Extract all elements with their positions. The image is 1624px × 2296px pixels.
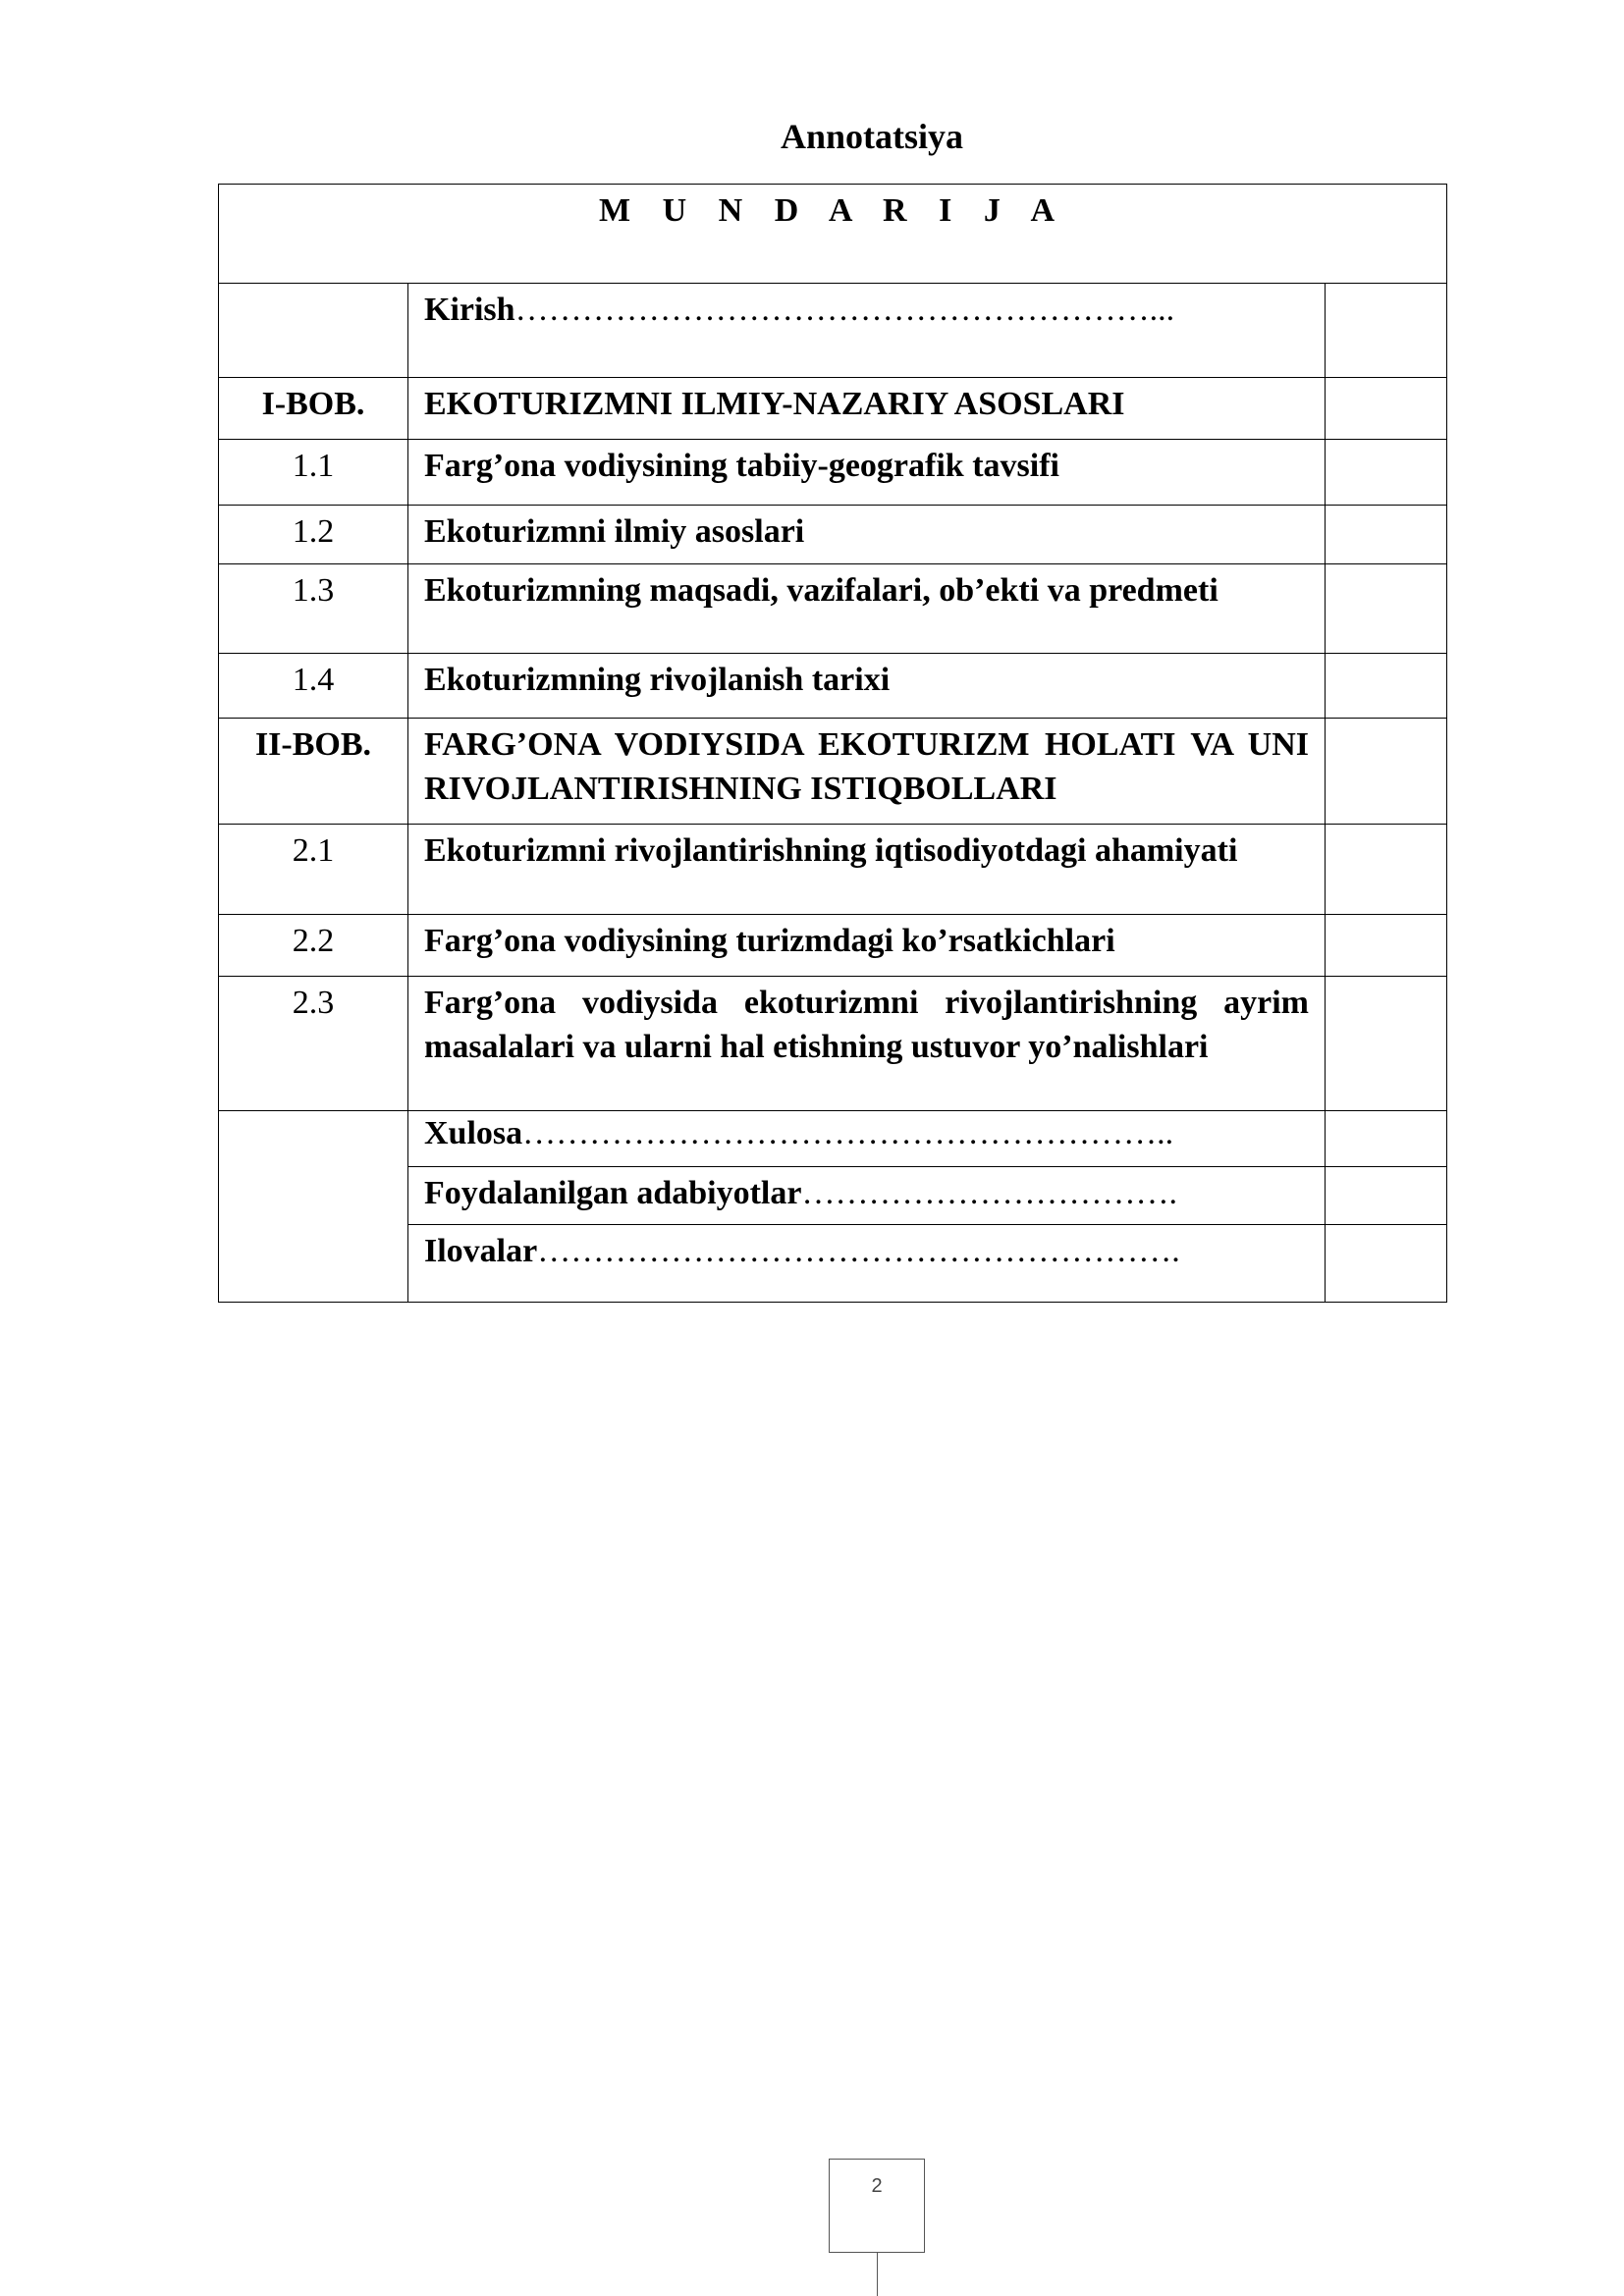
toc-entry-number: 2.1 [219, 824, 408, 914]
toc-row [219, 976, 1447, 1110]
toc-entry-number: 1.2 [219, 506, 408, 564]
toc-chapter-title: EKOTURIZMNI ILMIY-NAZARIY ASOSLARI [408, 378, 1326, 440]
toc-row [219, 564, 1447, 654]
toc-entry-number: 2.3 [219, 976, 408, 1110]
toc-entry-leader-dots: …………………………………………………... [514, 292, 1175, 329]
toc-row [219, 506, 1447, 564]
toc-entry-page [1326, 284, 1447, 378]
toc-entry-title [408, 284, 1326, 378]
toc-entry-title: Ekoturizmni ilmiy asoslari [408, 506, 1326, 564]
toc-entry-page [1326, 564, 1447, 654]
toc-entry-leader-dots: …………………………………………………. [537, 1232, 1180, 1269]
toc-entry-title-text: Ilovalar [424, 1232, 538, 1269]
toc-empty-number-cell [219, 1110, 408, 1302]
toc-row [219, 719, 1447, 824]
toc-row [219, 654, 1447, 719]
document-heading: Annotatsiya [780, 117, 964, 156]
toc-entry-title [408, 1110, 1326, 1166]
toc-entry-number: 2.2 [219, 914, 408, 976]
toc-entry-page [1326, 440, 1447, 506]
toc-entry-number [219, 284, 408, 378]
toc-chapter-number: II-BOB. [219, 719, 408, 824]
toc-entry-title: Ekoturizmning rivojlanish tarixi [408, 654, 1326, 719]
toc-entry-title-text: Foydalanilgan adabiyotlar [424, 1174, 802, 1211]
toc-entry-page [1326, 914, 1447, 976]
toc-entry-page [1326, 1224, 1447, 1302]
toc-entry-title: Ekoturizmning maqsadi, vazifalari, ob’ekti va predmeti [408, 564, 1326, 654]
toc-entry-title [408, 1166, 1326, 1224]
table-of-contents [218, 184, 1447, 1303]
toc-chapter-title: FARG’ONA VODIYSIDA EKOTURIZM HOLATI VA UNI RIVOJLANTIRISHNING ISTIQBOLLARI [408, 719, 1326, 824]
toc-entry-number: 1.4 [219, 654, 408, 719]
toc-entry-page [1326, 654, 1447, 719]
toc-title-row [219, 185, 1447, 284]
page-number-divider [877, 2253, 878, 2296]
toc-entry-page [1326, 824, 1447, 914]
toc-entry-page [1326, 1166, 1447, 1224]
toc-row [219, 378, 1447, 440]
toc-entry-title: Farg’ona vodiysining turizmdagi ko’rsatkichlari [408, 914, 1326, 976]
toc-entry-page [1326, 378, 1447, 440]
toc-entry-title [408, 1224, 1326, 1302]
toc-entry-page [1326, 976, 1447, 1110]
toc-entry-title: Farg’ona vodiysining tabiiy-geografik tavsifi [408, 440, 1326, 506]
toc-entry-page [1326, 719, 1447, 824]
toc-entry-leader-dots: ……………………………. [801, 1174, 1177, 1211]
toc-entry-title: Farg’ona vodiysida ekoturizmni rivojlantirishning ayrim masalalari va ularni hal etishning ustuvor yo’nalishlari [408, 976, 1326, 1110]
toc-row [219, 914, 1447, 976]
toc-title: M U N D A R I J A [219, 185, 1447, 284]
toc-entry-page [1326, 506, 1447, 564]
toc-row [219, 1110, 1447, 1166]
page-number: 2 [829, 2159, 925, 2253]
toc-row [219, 284, 1447, 378]
toc-chapter-number: I-BOB. [219, 378, 408, 440]
toc-entry-number: 1.3 [219, 564, 408, 654]
toc-row [219, 440, 1447, 506]
toc-entry-page [1326, 1110, 1447, 1166]
toc-entry-title: Ekoturizmni rivojlantirishning iqtisodiyotdagi ahamiyati [408, 824, 1326, 914]
toc-entry-title-text: Xulosa [424, 1114, 523, 1151]
toc-row [219, 824, 1447, 914]
toc-entry-leader-dots: ………………………………………………….. [522, 1114, 1174, 1151]
toc-entry-number: 1.1 [219, 440, 408, 506]
toc-entry-title-text: Kirish [424, 292, 515, 329]
